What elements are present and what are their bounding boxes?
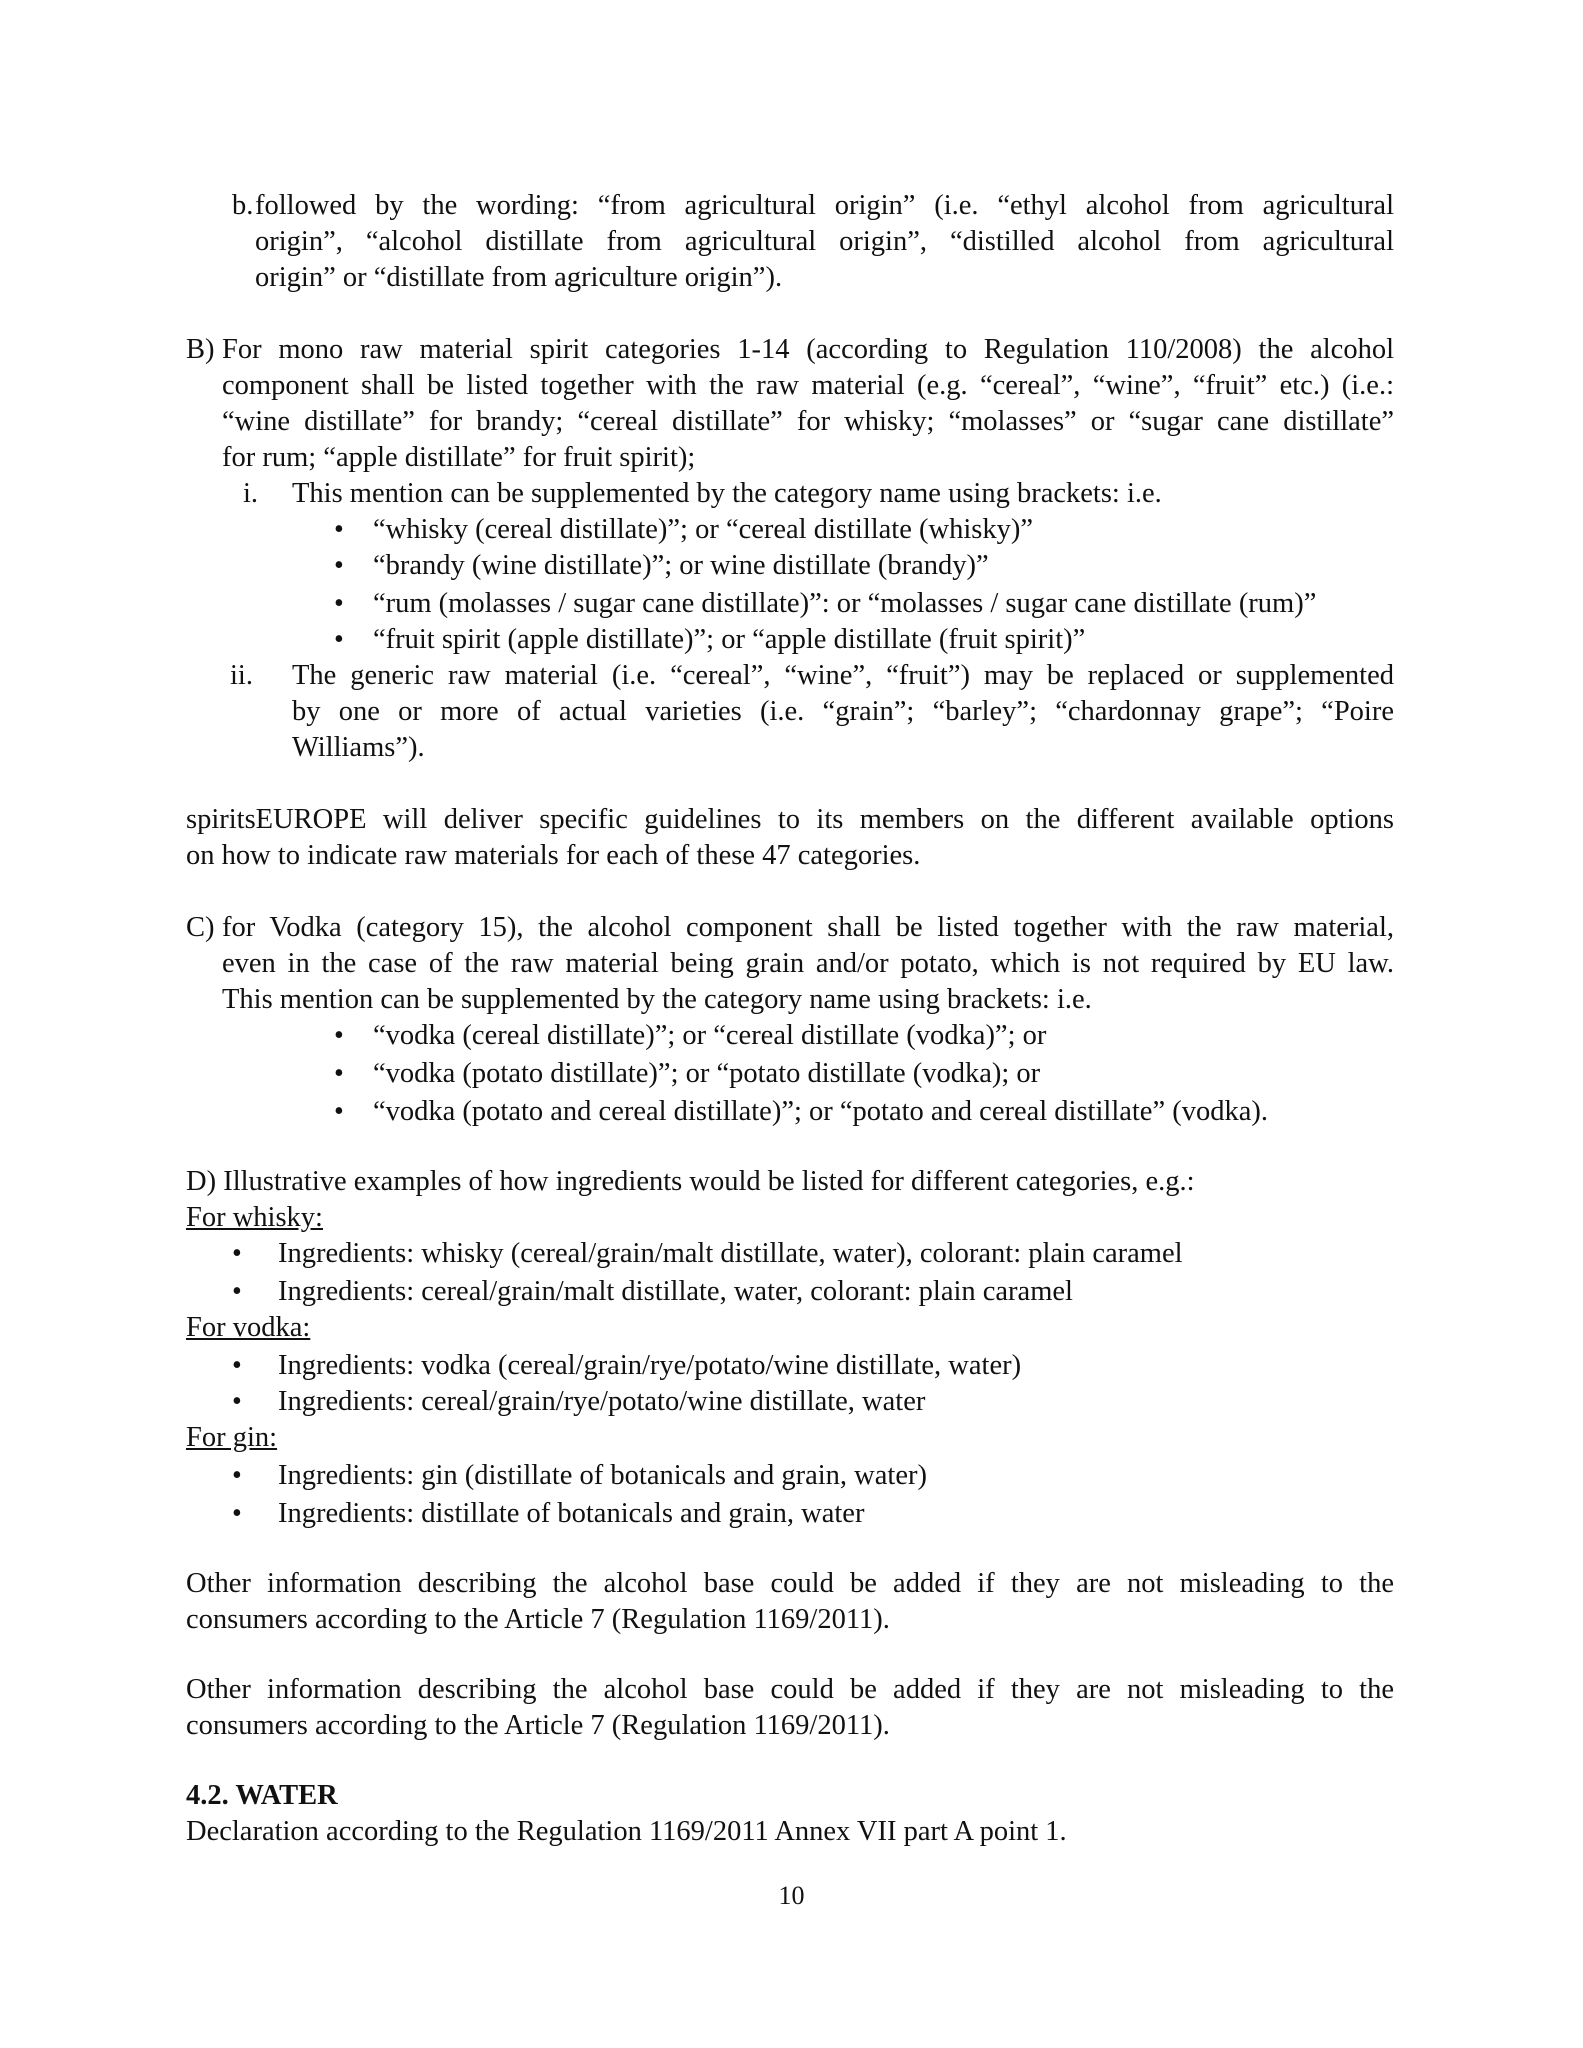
bullet-icon: • [334, 1020, 344, 1051]
list-item: “brandy (wine distillate)”; or wine distillate (brandy)” [373, 550, 989, 581]
sub-i-text: This mention can be supplemented by the category name using brackets: i.e. [292, 478, 1162, 509]
guidelines-paragraph [186, 802, 1394, 874]
other-info-paragraph-2 [186, 1672, 1394, 1744]
list-item: Ingredients: vodka (cereal/grain/rye/potato/wine distillate, water) [278, 1350, 1022, 1381]
sub-ii-text [292, 658, 1394, 766]
bullet-icon: • [334, 1096, 344, 1127]
paragraph-line: Other information describing the alcohol base could be added if they are not misleading to the [186, 1674, 1394, 1705]
list-item: “fruit spirit (apple distillate)”; or “apple distillate (fruit spirit)” [373, 624, 1086, 655]
part-b-text [222, 332, 1394, 476]
bullet-icon: • [232, 1498, 242, 1529]
list-marker-b: b. [232, 190, 254, 221]
bullet-icon: • [334, 588, 344, 619]
item-b-line: origin”, “alcohol distillate from agricultural origin”, “distilled alcohol from agricultural [255, 226, 1394, 257]
list-marker-ii: ii. [230, 660, 253, 691]
page-number: 10 [778, 1881, 805, 1910]
group-heading-whisky: For whisky: [186, 1202, 323, 1233]
paragraph-line: Other information describing the alcohol base could be added if they are not misleading to the [186, 1568, 1394, 1599]
bullet-icon: • [232, 1276, 242, 1307]
part-b-line: “wine distillate” for brandy; “cereal distillate” for whisky; “molasses” or “sugar cane distillate” [222, 406, 1394, 437]
paragraph-line: consumers according to the Article 7 (Regulation 1169/2011). [186, 1710, 890, 1741]
sub-ii-line: Williams”). [292, 732, 425, 763]
item-b-text [255, 188, 1394, 224]
sub-ii-line: by one or more of actual varieties (i.e. “grain”; “barley”; “chardonnay grape”; “Poire [292, 696, 1394, 727]
list-item: “rum (molasses / sugar cane distillate)”: or “molasses / sugar cane distillate (rum)” [373, 588, 1317, 619]
part-c-line: even in the case of the raw material being grain and/or potato, which is not required by EU law. [222, 948, 1394, 979]
paragraph-line: spiritsEUROPE will deliver specific guidelines to its members on the different available options [186, 804, 1394, 835]
part-c-text [222, 910, 1394, 1018]
list-item: “whisky (cereal distillate)”; or “cereal distillate (whisky)” [373, 514, 1033, 545]
part-b-line: component shall be listed together with the raw material (e.g. “cereal”, “wine”, “fruit” etc.) (i.e.: [222, 370, 1394, 401]
water-declaration: Declaration according to the Regulation 1169/2011 Annex VII part A point 1. [186, 1816, 1067, 1847]
item-b-continuation [255, 224, 1394, 296]
list-item: Ingredients: cereal/grain/rye/potato/wine distillate, water [278, 1386, 926, 1417]
part-c-line: This mention can be supplemented by the category name using brackets: i.e. [222, 984, 1092, 1015]
list-item: “vodka (potato and cereal distillate)”; or “potato and cereal distillate” (vodka). [373, 1096, 1268, 1127]
bullet-icon: • [334, 1058, 344, 1089]
other-info-paragraph-1 [186, 1566, 1394, 1638]
item-b-line: followed by the wording: “from agricultural origin” (i.e. “ethyl alcohol from agricultural [255, 190, 1394, 221]
bullet-icon: • [334, 624, 344, 655]
paragraph-line: consumers according to the Article 7 (Regulation 1169/2011). [186, 1604, 890, 1635]
list-marker-B: B) [186, 334, 215, 365]
sub-ii-line: The generic raw material (i.e. “cereal”, “wine”, “fruit”) may be replaced or supplemented [292, 660, 1394, 691]
list-item: Ingredients: distillate of botanicals and grain, water [278, 1498, 865, 1529]
group-heading-vodka: For vodka: [186, 1312, 311, 1343]
list-item: Ingredients: whisky (cereal/grain/malt distillate, water), colorant: plain caramel [278, 1238, 1183, 1269]
part-b-line: For mono raw material spirit categories 1-14 (according to Regulation 110/2008) the alcohol [222, 334, 1394, 365]
list-item: “vodka (potato distillate)”; or “potato distillate (vodka); or [373, 1058, 1041, 1089]
part-d-intro: D) Illustrative examples of how ingredients would be listed for different categories, e.g.: [186, 1166, 1195, 1197]
part-c-line: for Vodka (category 15), the alcohol component shall be listed together with the raw material, [222, 912, 1394, 943]
list-marker-i: i. [243, 478, 259, 509]
paragraph-line: on how to indicate raw materials for each of these 47 categories. [186, 840, 921, 871]
bullet-icon: • [232, 1238, 242, 1269]
bullet-icon: • [232, 1350, 242, 1381]
list-item: Ingredients: cereal/grain/malt distillate, water, colorant: plain caramel [278, 1276, 1073, 1307]
bullet-icon: • [232, 1386, 242, 1417]
bullet-icon: • [334, 514, 344, 545]
part-b-line: for rum; “apple distillate” for fruit spirit); [222, 442, 696, 473]
item-b-line: origin” or “distillate from agriculture origin”). [255, 262, 783, 293]
list-marker-C: C) [186, 912, 215, 943]
section-heading-water: 4.2. WATER [186, 1780, 338, 1811]
list-item: Ingredients: gin (distillate of botanicals and grain, water) [278, 1460, 927, 1491]
bullet-icon: • [334, 550, 344, 581]
group-heading-gin: For gin: [186, 1422, 278, 1453]
bullet-icon: • [232, 1460, 242, 1491]
list-item: “vodka (cereal distillate)”; or “cereal distillate (vodka)”; or [373, 1020, 1047, 1051]
